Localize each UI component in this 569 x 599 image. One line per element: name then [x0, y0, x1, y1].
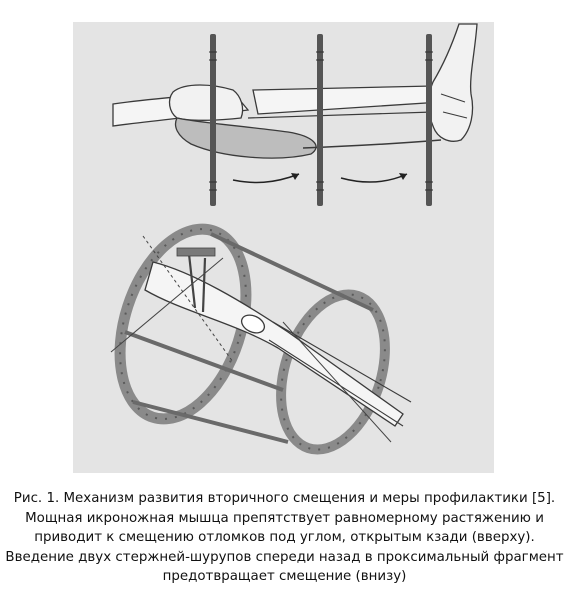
- movement-arrow-2: [341, 174, 407, 182]
- achilles-tendon: [303, 140, 441, 148]
- caption-line-4: Введение двух стержней-шурупов спереди назад в проксимальный фрагмент: [5, 549, 564, 565]
- figure-illustration: [73, 22, 494, 473]
- calf-muscle: [176, 118, 317, 158]
- distal-bone: [253, 86, 443, 114]
- caption-line-2: Мощная икроножная мышца препятствует равномерному растяжению и: [25, 510, 544, 526]
- movement-arrow-1: [233, 174, 299, 182]
- fracture-diagram: [73, 22, 494, 473]
- wire-3: [283, 322, 391, 442]
- bottom-fixator-illustration: [98, 213, 411, 463]
- caption-line-5: предотвращает смещение (внизу): [162, 569, 407, 584]
- top-leg-illustration: [113, 24, 477, 206]
- knee-joint: [170, 85, 243, 120]
- caption-line-3: приводит к смещению отломков под углом, открытым кзади (вверху).: [34, 530, 535, 545]
- figure-caption: [0, 489, 569, 587]
- caption-line-1: Рис. 1. Механизм развития вторичного смещения и меры профилактики [5].: [13, 491, 556, 506]
- foot: [429, 24, 478, 141]
- connector-rod-middle: [125, 332, 283, 390]
